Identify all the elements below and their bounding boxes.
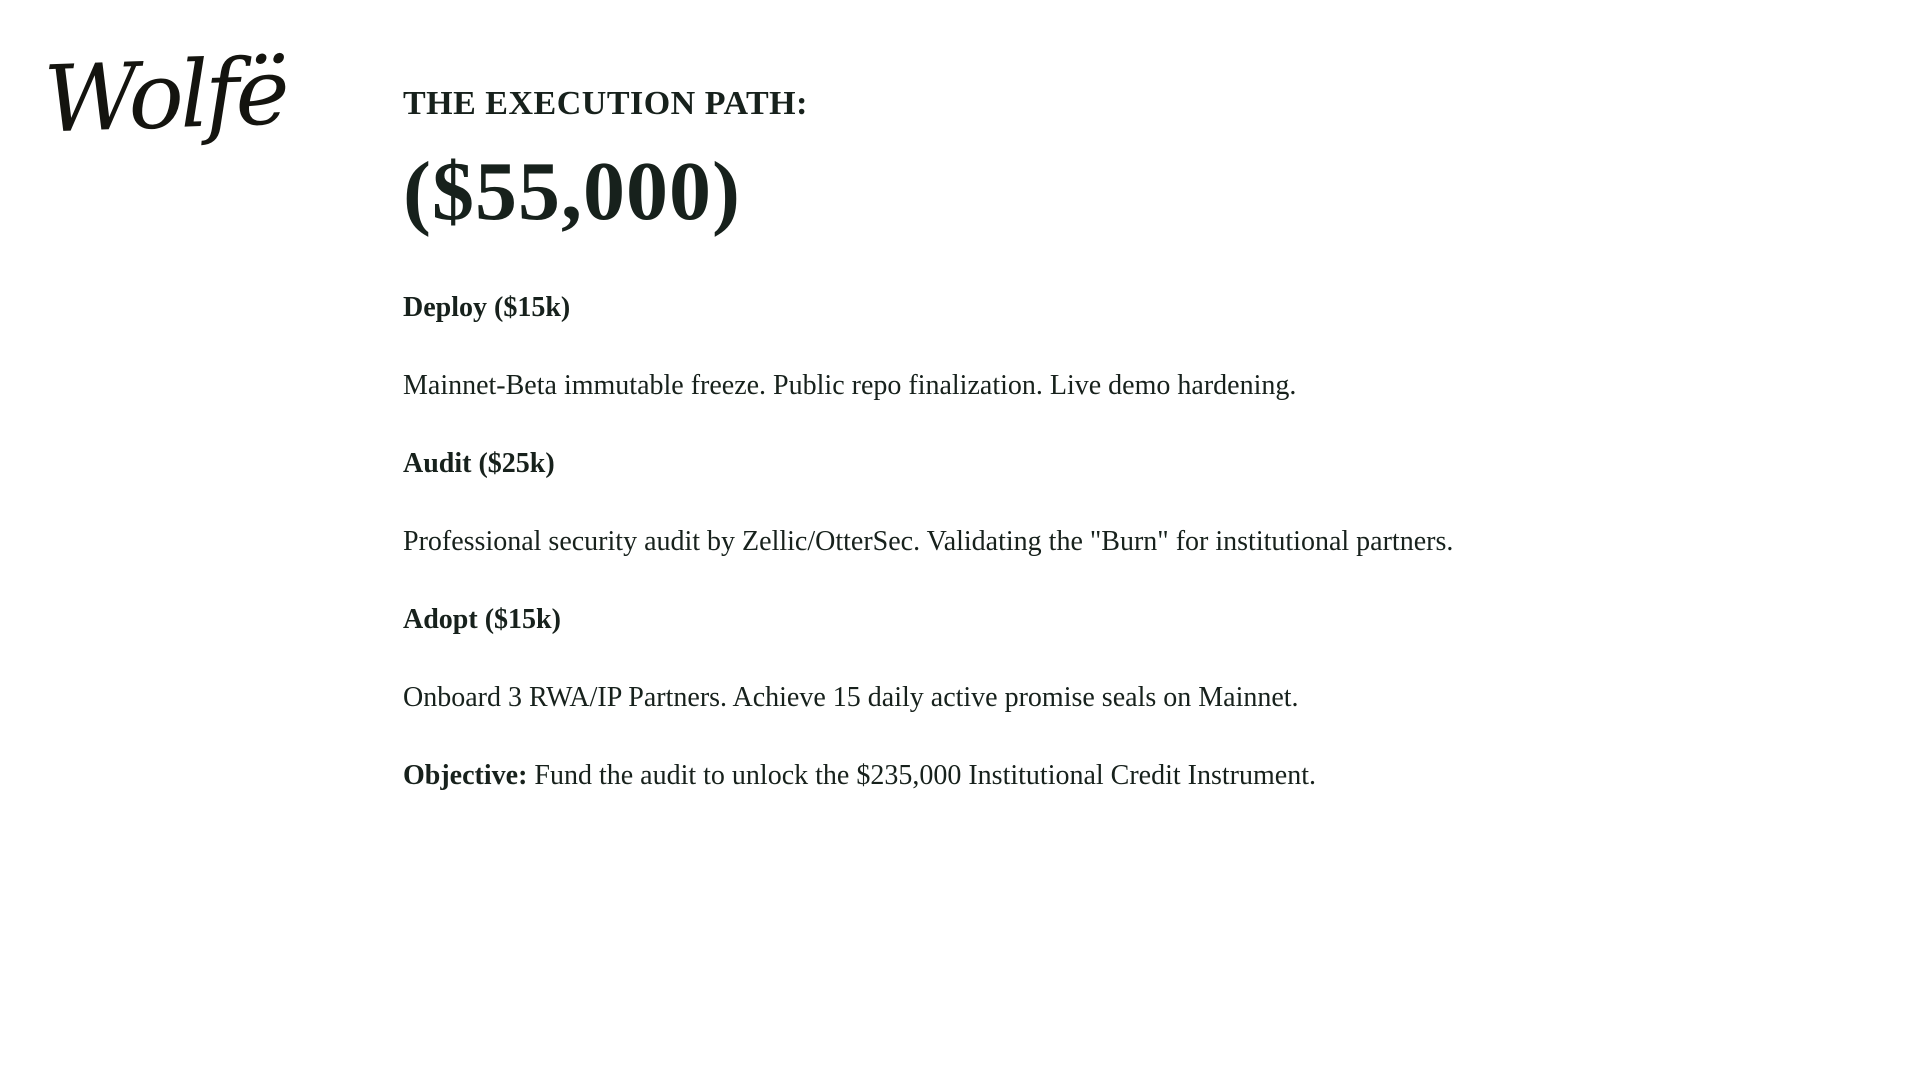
total-amount-heading: ($55,000) bbox=[403, 145, 741, 238]
execution-path-content bbox=[403, 84, 1823, 792]
section-body-audit: Professional security audit by Zellic/OtterSec. Validating the "Burn" for institutional partners. bbox=[403, 526, 1454, 557]
section-heading-adopt: Adopt ($15k) bbox=[403, 604, 561, 635]
section-body-deploy: Mainnet-Beta immutable freeze. Public repo finalization. Live demo hardening. bbox=[403, 370, 1297, 401]
kicker-heading: THE EXECUTION PATH: bbox=[403, 85, 808, 122]
objective-text: Fund the audit to unlock the $235,000 Institutional Credit Instrument. bbox=[527, 760, 1316, 791]
objective-line bbox=[403, 760, 1823, 792]
section-heading-audit: Audit ($25k) bbox=[403, 448, 555, 479]
section-body-adopt: Onboard 3 RWA/IP Partners. Achieve 15 daily active promise seals on Mainnet. bbox=[403, 682, 1299, 713]
section-heading-deploy: Deploy ($15k) bbox=[403, 292, 571, 323]
objective-label: Objective: bbox=[403, 760, 528, 791]
wolfe-logo: Wolfë bbox=[42, 38, 288, 154]
